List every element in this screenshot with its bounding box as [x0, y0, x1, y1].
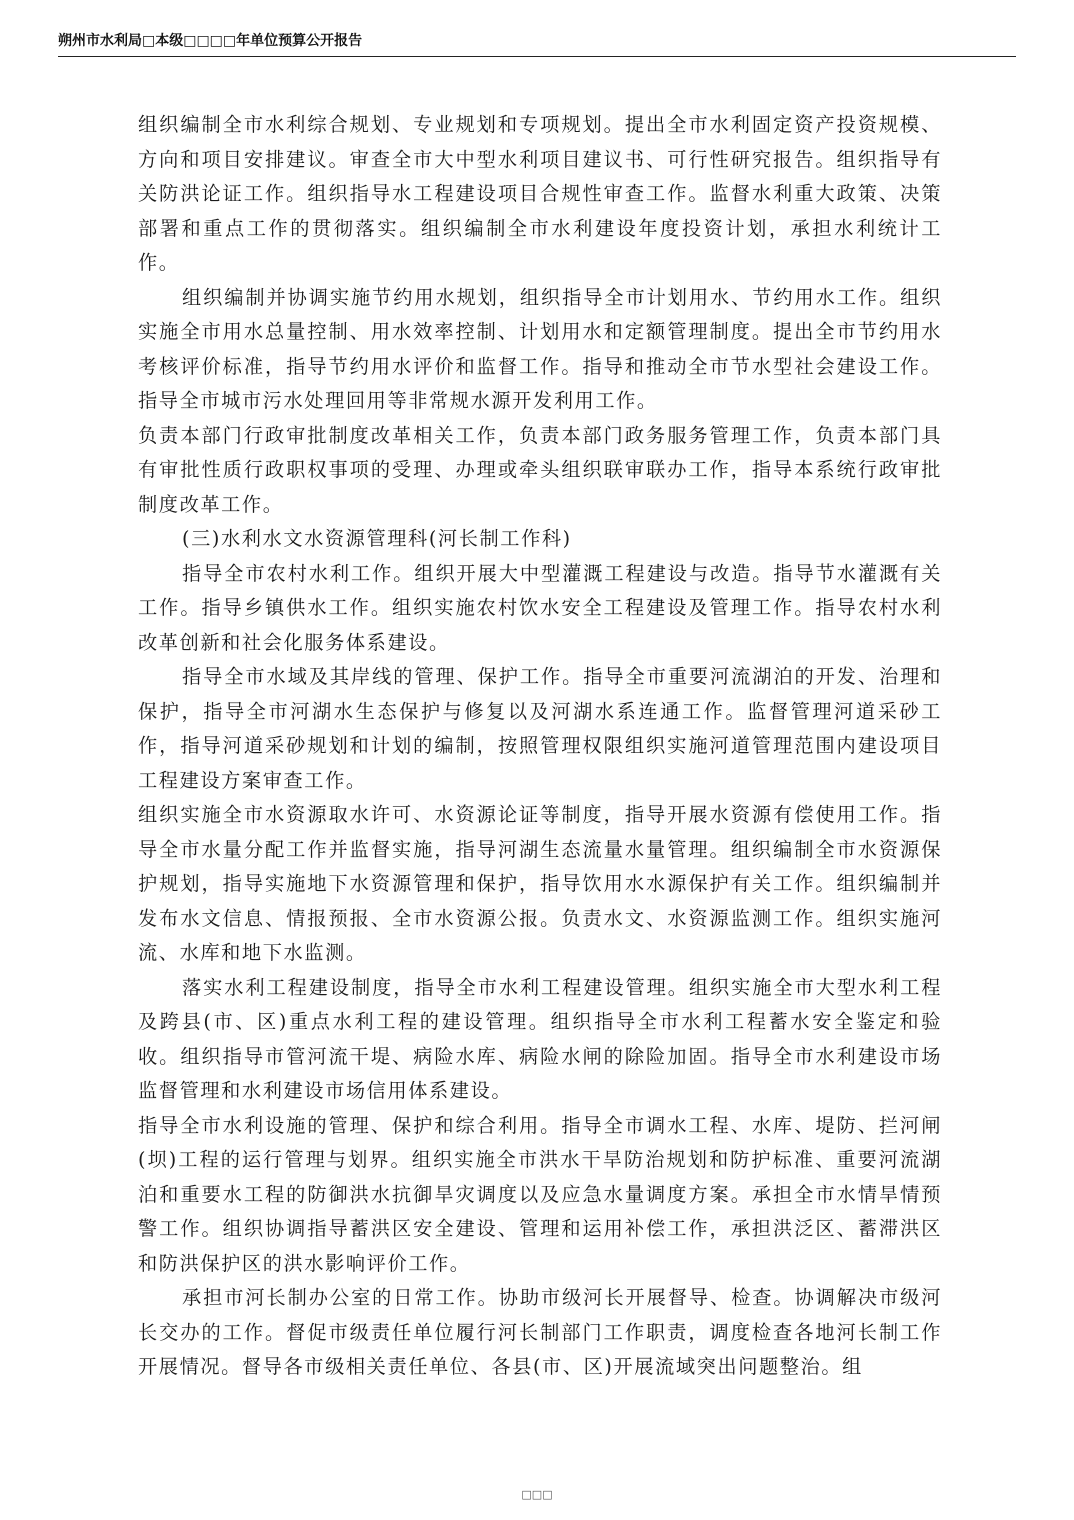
- paragraph: 指导全市水域及其岸线的管理、保护工作。指导全市重要河流湖泊的开发、治理和保护，指导全市河湖水生态保护与修复以及河湖水系连通工作。监督管理河道采砂工作，指导河道采砂规划和计划的编制，按照管理权限组织实施河道管理范围内建设项目工程建设方案审查工作。: [138, 665, 942, 792]
- paragraph: 组织编制并协调实施节约用水规划，组织指导全市计划用水、节约用水工作。组织实施全市用水总量控制、用水效率控制、计划用水和定额管理制度。提出全市节约用水考核评价标准，指导节约用水评价和监督工作。指导和推动全市节水型社会建设工作。指导全市城市污水处理回用等非常规水源开发利用工作。: [138, 285, 942, 412]
- paragraph: 负责本部门行政审批制度改革相关工作，负责本部门政务服务管理工作，负责本部门具有审批性质行政职权事项的受理、办理或牵头组织联审联办工作，指导本系统行政审批制度改革工作。: [138, 423, 942, 516]
- paragraph: 组织编制全市水利综合规划、专业规划和专项规划。提出全市水利固定资产投资规模、方向和项目安排建议。审查全市大中型水利项目建议书、可行性研究报告。组织指导有关防洪论证工作。组织指导水工程建设项目合规性审查工作。监督水利重大政策、决策部署和重点工作的贯彻落实。组织编制全市水利建设年度投资计划，承担水利统计工作。: [138, 113, 942, 274]
- header-divider: [58, 56, 1016, 57]
- paragraph: 指导全市水利设施的管理、保护和综合利用。指导全市调水工程、水库、堤防、拦河闸(坝)工程的运行管理与划界。组织实施全市洪水干旱防治规划和防护标准、重要河流湖泊和重要水工程的防御洪水抗御旱灾调度以及应急水量调度方案。承担全市水情旱情预警工作。组织协调指导蓄洪区安全建设、管理和运用补偿工作，承担洪泛区、蓄滞洪区和防洪保护区的洪水影响评价工作。: [138, 1113, 942, 1275]
- paragraph: 组织实施全市水资源取水许可、水资源论证等制度，指导开展水资源有偿使用工作。指导全市水量分配工作并监督实施，指导河湖生态流量水量管理。组织编制全市水资源保护规划，指导实施地下水资源管理和保护，指导饮用水水源保护有关工作。组织编制并发布水文信息、情报预报、全市水资源公报。负责水文、水资源监测工作。组织实施河流、水库和地下水监测。: [138, 803, 942, 964]
- paragraph: 承担市河长制办公室的日常工作。协助市级河长开展督导、检查。协调解决市级河长交办的工作。督促市级责任单位履行河长制部门工作职责，调度检查各地河长制工作开展情况。督导各市级相关责任单位、各县(市、区)开展流域突出问题整治。组: [138, 1286, 942, 1378]
- page-number: □□□: [521, 1488, 553, 1501]
- paragraph: 指导全市农村水利工作。组织开展大中型灌溉工程建设与改造。指导节水灌溉有关工作。指导乡镇供水工作。组织实施农村饮水安全工程建设及管理工作。指导农村水利改革创新和社会化服务体系建设。: [138, 561, 942, 654]
- page-header: [58, 32, 1016, 62]
- document-body: [138, 108, 942, 1385]
- document-title: 朔州市水利局□本级□□□□年单位预算公开报告: [58, 33, 363, 49]
- paragraph: 落实水利工程建设制度，指导全市水利工程建设管理。组织实施全市大型水利工程及跨县(市、区)重点水利工程的建设管理。组织指导全市水利工程蓄水安全鉴定和验收。组织指导市管河流干堤、病险水库、病险水闸的除险加固。指导全市水利建设市场监督管理和水利建设市场信用体系建设。: [138, 975, 942, 1102]
- section-heading: (三)水利水文水资源管理科(河长制工作科): [182, 527, 572, 550]
